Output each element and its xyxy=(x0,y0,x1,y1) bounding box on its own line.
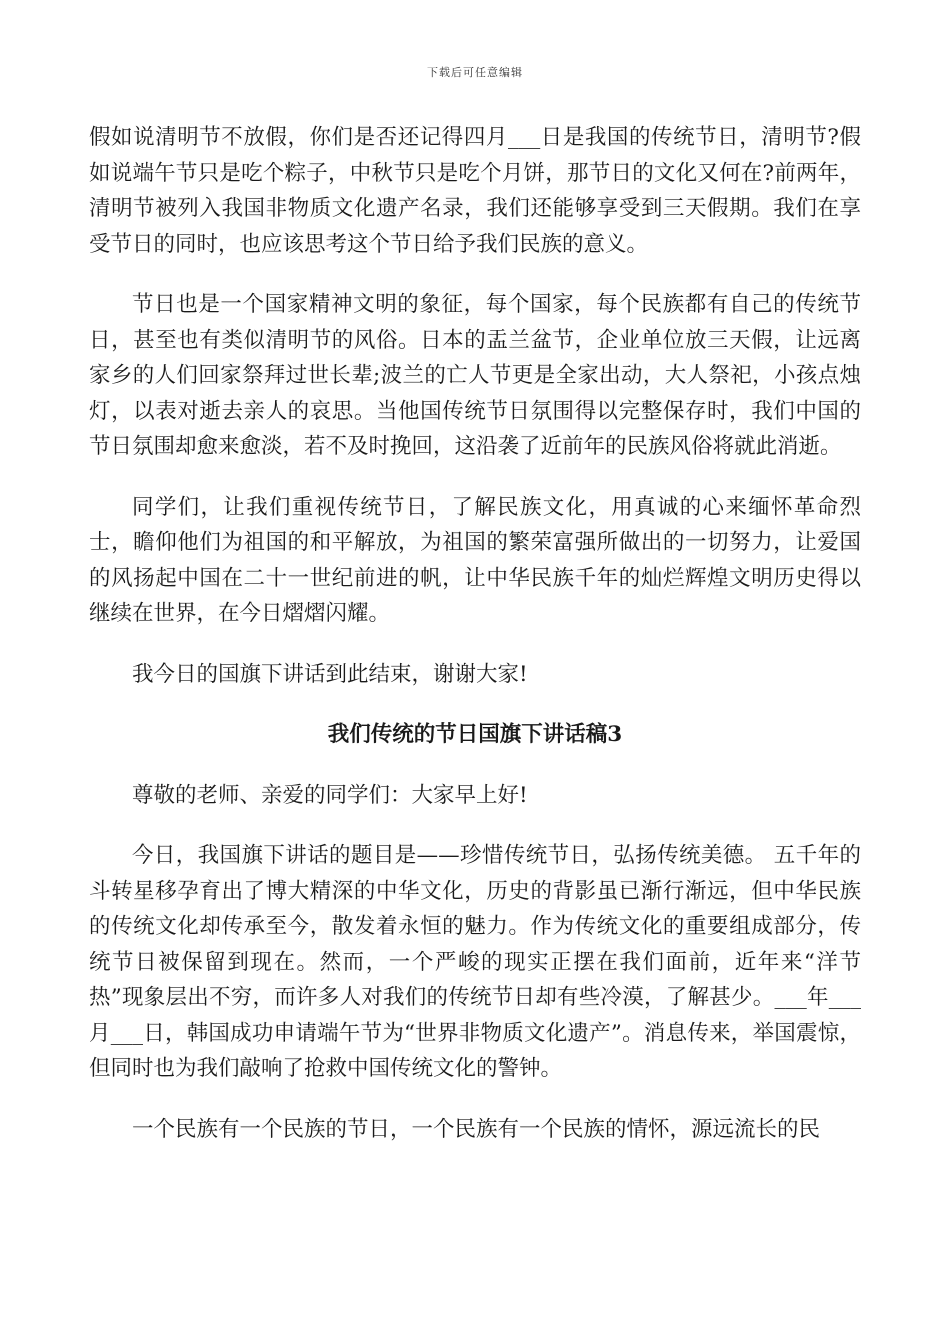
document-body xyxy=(89,120,861,1147)
paragraph-5: 尊敬的老师、亲爱的同学们：大家早上好! xyxy=(132,782,528,808)
section-title: 我们传统的节日国旗下讲话稿3 xyxy=(327,722,623,747)
paragraph-7: 一个民族有一个民族的节日，一个民族有一个民族的情怀，源远流长的民 xyxy=(132,1116,821,1142)
page-header: 下载后可任意编辑 xyxy=(427,66,523,79)
paragraph-6: 今日，我国旗下讲话的题目是——珍惜传统节日，弘扬传统美德。 五千年的斗转星移孕育出了博大精深的中华文化，历史的背影虽已渐行渐远，但中华民族的传统文化却传承至今，散发着永恒的魅力。作为传统文化的重要组成部分，传统节日被保留到现在。然而，一个严峻的现实正摆在我们面前，近年来“洋节热”现象层出不穷，而许多人对我们的传统节日却有些冷漠，了解甚少。___年___月___日，韩国成功申请端午节为“世界非物质文化遗产”。消息传来，举国震惊，但同时也为我们敲响了抢救中国传统文化的警钟。 xyxy=(89,843,861,1081)
paragraph-1: 假如说清明节不放假，你们是否还记得四月___日是我国的传统节日，清明节?假如说端午节只是吃个粽子，中秋节只是吃个月饼，那节日的文化又何在?前两年，清明节被列入我国非物质文化遗产名录，我们还能够享受到三天假期。我们在享受节日的同时，也应该思考这个节日给予我们民族的意义。 xyxy=(89,125,861,257)
paragraph-2: 节日也是一个国家精神文明的象征，每个国家，每个民族都有自己的传统节日，甚至也有类似清明节的风俗。日本的盂兰盆节，企业单位放三天假，让远离家乡的人们回家祭拜过世长辈;波兰的亡人节更是全家出动，大人祭祀，小孩点烛灯，以表对逝去亲人的哀思。当他国传统节日氛围得以完整保存时，我们中国的节日氛围却愈来愈淡，若不及时挽回，这沿袭了近前年的民族风俗将就此消逝。 xyxy=(89,292,861,459)
paragraph-3: 同学们，让我们重视传统节日，了解民族文化，用真诚的心来缅怀革命烈士，瞻仰他们为祖国的和平解放，为祖国的繁荣富强所做出的一切努力，让爱国的风扬起中国在二十一世纪前进的帆，让中华民族千年的灿烂辉煌文明历史得以继续在世界，在今日熠熠闪耀。 xyxy=(89,494,861,626)
paragraph-4: 我今日的国旗下讲话到此结束，谢谢大家! xyxy=(132,661,528,687)
